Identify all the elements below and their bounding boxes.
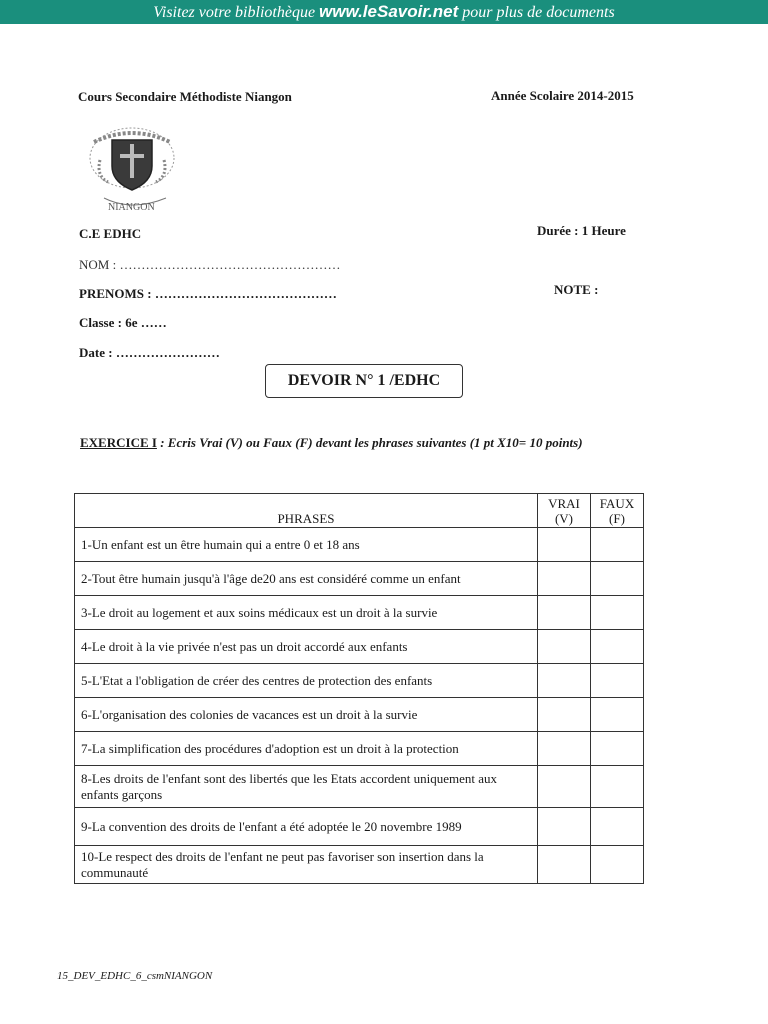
banner-suffix: pour plus de documents [458,4,615,21]
table-row [75,528,644,562]
banner-site-link[interactable]: www.leSavoir.net [319,2,459,21]
school-name: Cours Secondaire Méthodiste Niangon [78,89,292,104]
phrase-10: 10-Le respect des droits de l'enfant ne peut pas favoriser son insertion dans la communauté [75,846,538,884]
exercise-text: : Ecris Vrai (V) ou Faux (F) devant les phrases suivantes (1 pt X10= 10 points) [156,435,583,450]
faux-box-10[interactable] [591,846,644,884]
school-logo [86,120,178,220]
nom-field[interactable]: NOM : …………………………………………… [79,257,341,272]
phrase-2: 2-Tout être humain jusqu'à l'âge de20 ans est considéré comme un enfant [75,562,538,596]
vrai-box-1[interactable] [538,528,591,562]
faux-box-7[interactable] [591,732,644,766]
document-code: 15_DEV_EDHC_6_csmNIANGON [57,970,213,982]
exercise-heading: EXERCICE I [80,435,157,450]
vrai-box-5[interactable] [538,664,591,698]
table-row [75,846,644,884]
vrai-box-4[interactable] [538,630,591,664]
crest-icon [86,120,178,220]
table-row [75,808,644,846]
vrai-box-9[interactable] [538,808,591,846]
table-row [75,664,644,698]
table-row [75,596,644,630]
exam-title: DEVOIR N° 1 /EDHC [265,364,463,398]
faux-box-9[interactable] [591,808,644,846]
vrai-box-6[interactable] [538,698,591,732]
vrai-box-2[interactable] [538,562,591,596]
faux-box-2[interactable] [591,562,644,596]
phrase-7: 7-La simplification des procédures d'adoption est un droit à la protection [75,732,538,766]
svg-text:NIANGON: NIANGON [108,202,155,213]
table-row [75,698,644,732]
banner-prefix: Visitez votre bibliothèque [153,4,320,21]
note-field: NOTE : [554,282,599,297]
header-faux: FAUX (F) [591,494,644,528]
subject-label: C.E EDHC [79,226,142,241]
phrase-8: 8-Les droits de l'enfant sont des libertés que les Etats accordent uniquement aux enfants garçons [75,766,538,808]
vrai-box-8[interactable] [538,766,591,808]
header-vrai: VRAI (V) [538,494,591,528]
school-year: Année Scolaire 2014-2015 [491,88,634,103]
vrai-box-3[interactable] [538,596,591,630]
table-row [75,562,644,596]
date-field[interactable]: Date : …………………… [79,345,220,360]
site-banner[interactable] [0,0,768,24]
faux-box-3[interactable] [591,596,644,630]
faux-box-6[interactable] [591,698,644,732]
faux-box-8[interactable] [591,766,644,808]
vrai-box-7[interactable] [538,732,591,766]
table-row [75,732,644,766]
phrase-3: 3-Le droit au logement et aux soins médicaux est un droit à la survie [75,596,538,630]
table-row [75,766,644,808]
phrase-1: 1-Un enfant est un être humain qui a entre 0 et 18 ans [75,528,538,562]
faux-box-4[interactable] [591,630,644,664]
table-row [75,630,644,664]
exercise-instruction [80,435,583,451]
table-header-row [75,494,644,528]
header-phrases: PHRASES [75,494,538,528]
phrase-6: 6-L'organisation des colonies de vacances est un droit à la survie [75,698,538,732]
prenoms-field[interactable]: PRENOMS : …………………………………… [79,286,337,301]
phrase-4: 4-Le droit à la vie privée n'est pas un droit accordé aux enfants [75,630,538,664]
faux-box-1[interactable] [591,528,644,562]
classe-field[interactable]: Classe : 6e …… [79,315,167,330]
true-false-table [74,493,644,884]
phrase-5: 5-L'Etat a l'obligation de créer des centres de protection des enfants [75,664,538,698]
exam-duration: Durée : 1 Heure [537,223,626,238]
faux-box-5[interactable] [591,664,644,698]
vrai-box-10[interactable] [538,846,591,884]
phrase-9: 9-La convention des droits de l'enfant a été adoptée le 20 novembre 1989 [75,808,538,846]
